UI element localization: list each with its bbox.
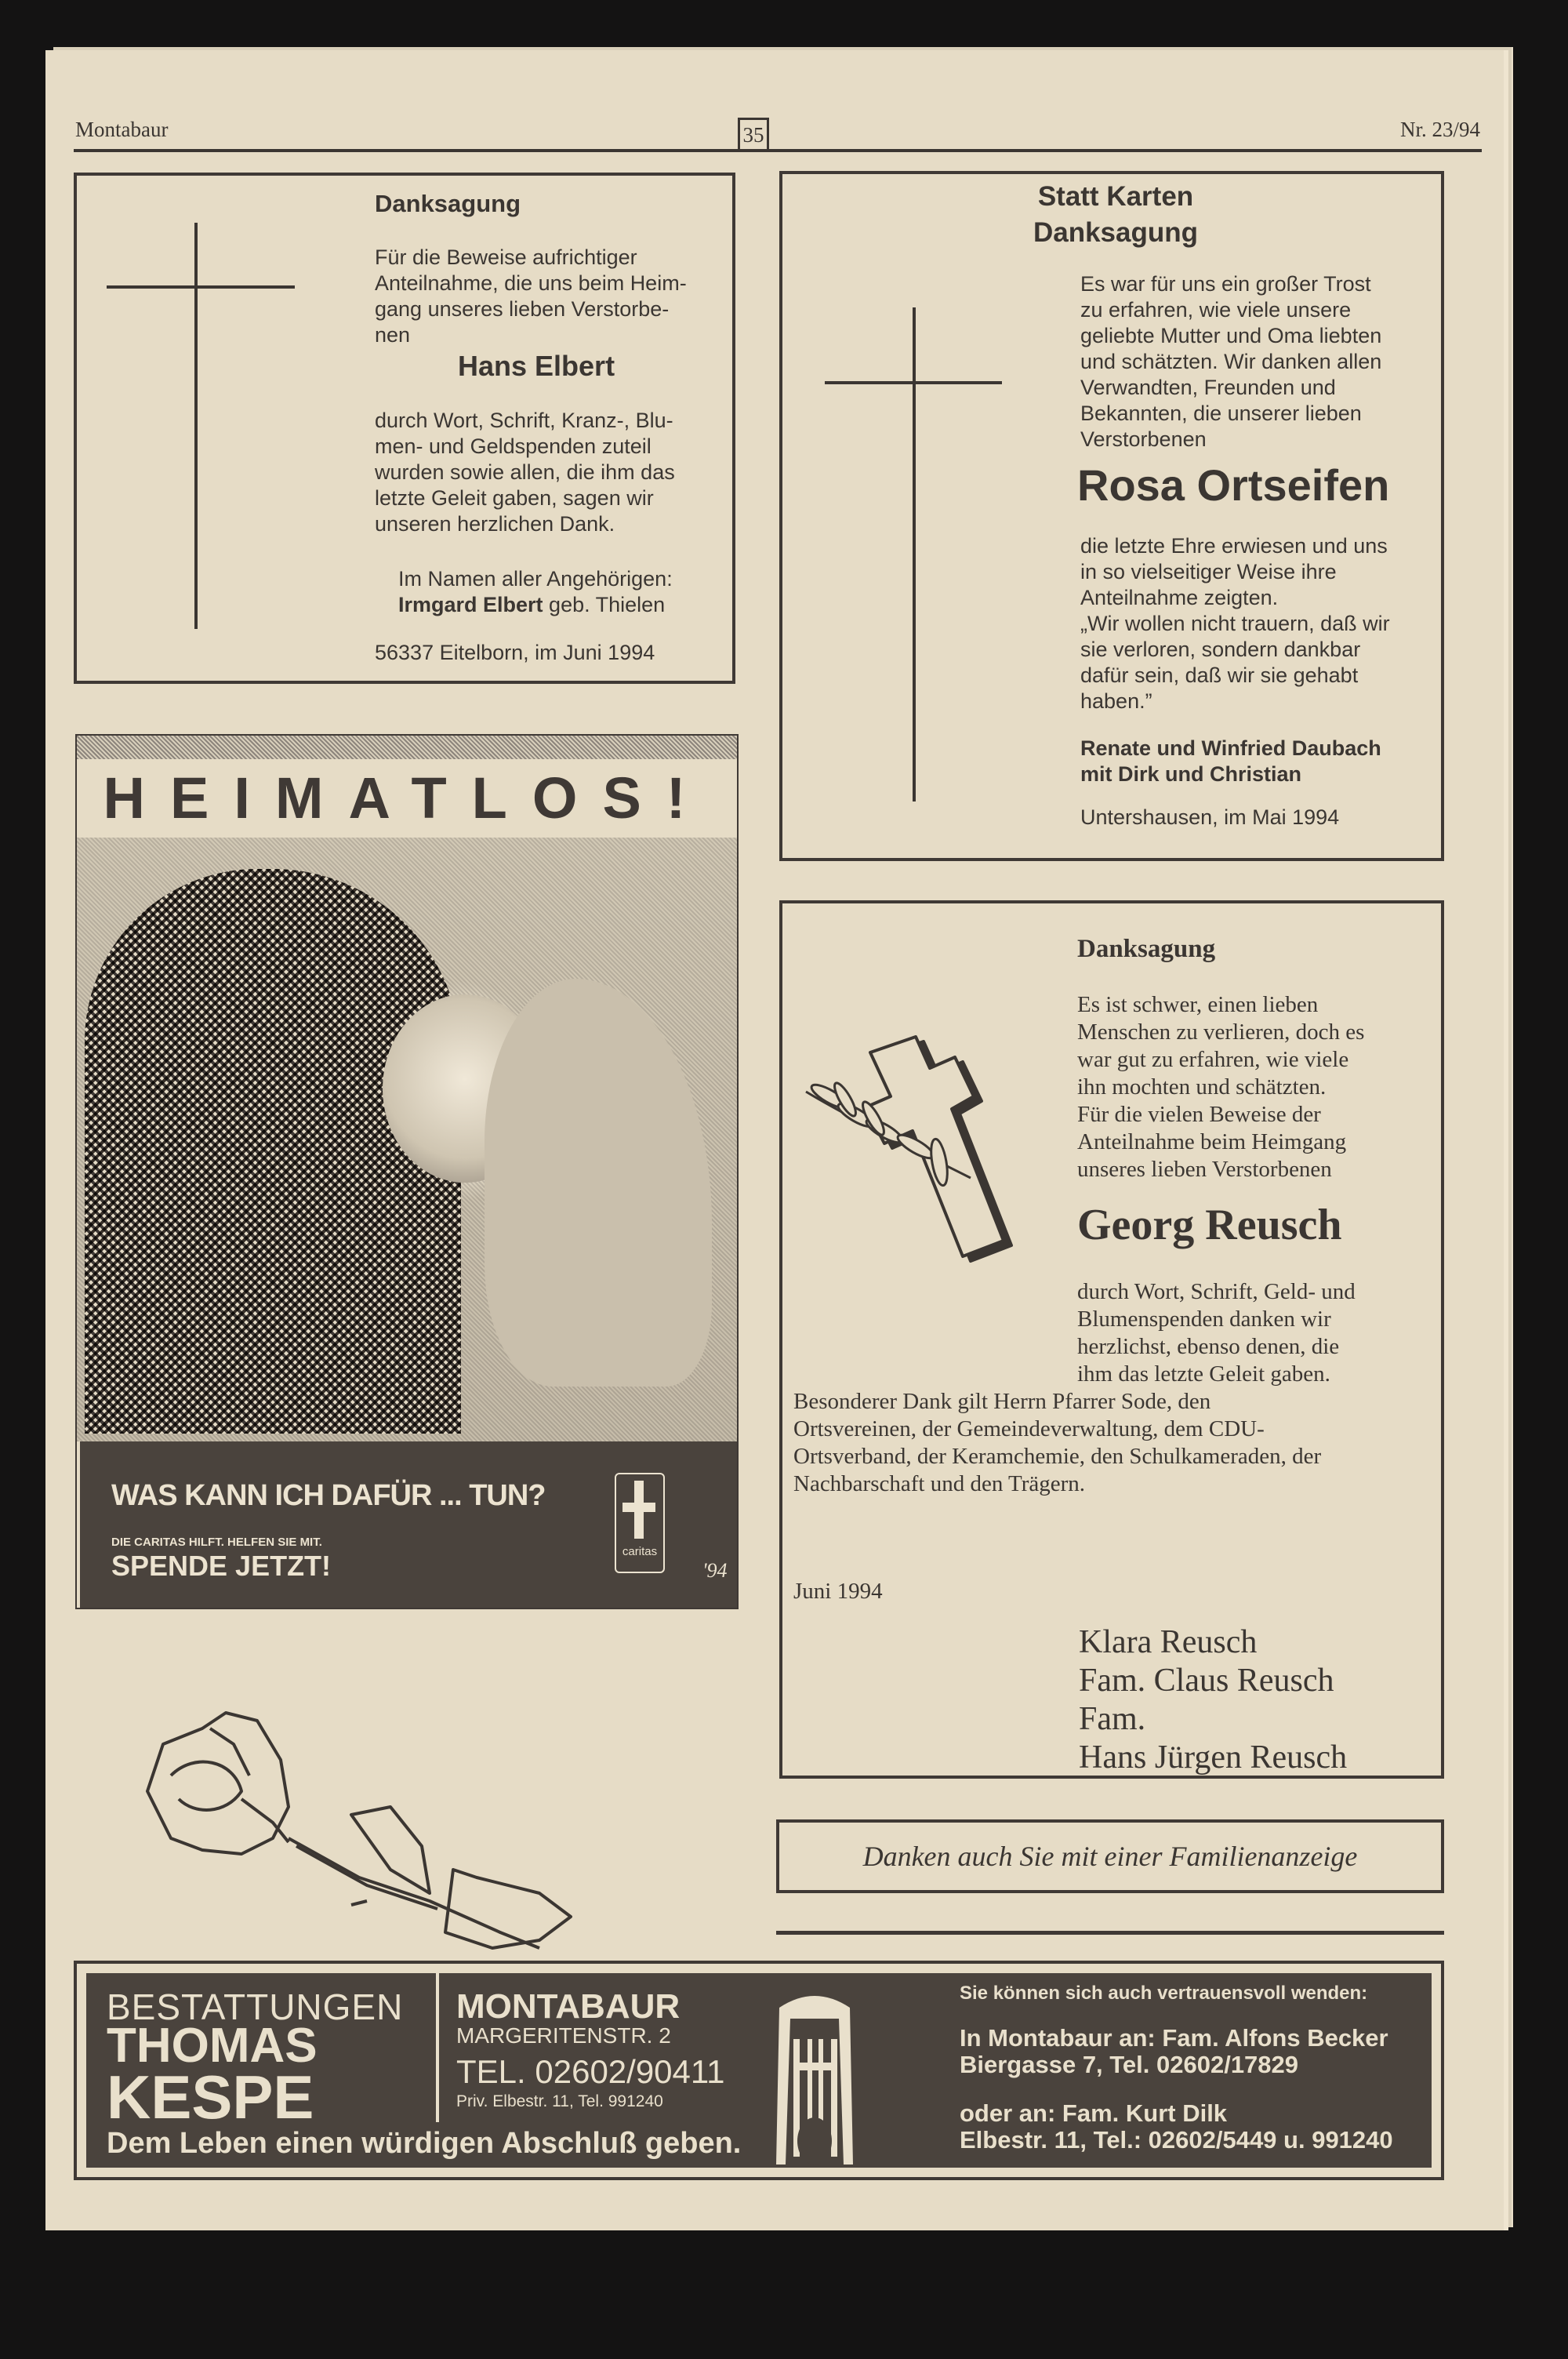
obituary-elbert	[74, 173, 735, 684]
text-line: oder an: Fam. Kurt Dilk	[960, 2099, 1228, 2127]
text-line: Für die vielen Beweise der	[1077, 1102, 1321, 1127]
text-line: Fam.	[1079, 1701, 1146, 1737]
text-line: wurden sowie allen, die ihm das	[375, 460, 675, 484]
text-line: Anteilnahme beim Heimgang	[1077, 1129, 1347, 1154]
contact-becker	[960, 2025, 1388, 2078]
text-line: durch Wort, Schrift, Kranz-, Blu-	[375, 409, 673, 432]
text-line: „Wir wollen nicht trauern, daß wir	[1080, 612, 1390, 635]
text-line: Verwandten, Freunden und	[1080, 376, 1336, 399]
elbert-signature	[398, 566, 673, 618]
promo-box	[776, 1819, 1444, 1893]
text-line: sie verloren, sondern dankbar	[1080, 638, 1361, 661]
text-line: die letzte Ehre erwiesen und uns	[1080, 534, 1388, 558]
obituary-ortseifen	[779, 171, 1444, 861]
text-line: Menschen zu verlieren, doch es	[1077, 1020, 1365, 1045]
kespe-line-2: THOMAS	[107, 2019, 318, 2073]
text-line: letzte Geleit gaben, sagen wir	[375, 486, 654, 510]
contact-dilk	[960, 2100, 1393, 2154]
text-line: Nachbarschaft und den Trägern.	[793, 1471, 1086, 1496]
text-line: war gut zu erfahren, wie viele	[1077, 1047, 1349, 1072]
text-line: Verstorbenen	[1080, 427, 1207, 451]
text-line: unseren herzlichen Dank.	[375, 512, 615, 536]
caritas-headline: HEIMATLOS!	[77, 759, 737, 838]
text-line: ihm das letzte Geleit gaben.	[1077, 1361, 1330, 1387]
elbert-place-date: 56337 Eitelborn, im Juni 1994	[375, 641, 655, 664]
text-line: men- und Geldspenden zuteil	[375, 434, 652, 458]
kespe-city: MONTABAUR	[456, 1987, 681, 2026]
text-line: Blumenspenden danken wir	[1077, 1307, 1331, 1332]
vertical-divider	[436, 1973, 439, 2122]
ortseifen-title	[1025, 179, 1206, 251]
text-line: gang unseres lieben Verstorbe-	[375, 297, 670, 321]
elbert-name: Hans Elbert	[458, 350, 615, 382]
kespe-street: MARGERITENSTR. 2	[456, 2023, 671, 2048]
cross-icon	[194, 223, 198, 629]
text-line: Für die Beweise aufrichtiger	[375, 245, 637, 269]
header-rule	[74, 149, 1482, 152]
text-line: mit Dirk und Christian	[1080, 762, 1302, 786]
header-location: Montabaur	[75, 118, 169, 141]
ortseifen-body	[1080, 533, 1390, 714]
obituary-reusch	[779, 900, 1444, 1779]
elbert-intro	[375, 245, 687, 348]
kespe-line-1: BESTATTUNGEN	[107, 1986, 404, 2027]
text-line: herzlichst, ebenso denen, die	[1077, 1334, 1340, 1359]
reusch-date: Juni 1994	[793, 1579, 883, 1604]
promo-text: Danken auch Sie mit einer Familienanzeige	[862, 1841, 1358, 1872]
funeral-service-ad	[74, 1961, 1444, 2180]
text-line: geliebte Mutter und Oma liebten	[1080, 324, 1382, 347]
elbert-title: Danksagung	[375, 190, 521, 217]
ortseifen-place-date: Untershausen, im Mai 1994	[1080, 805, 1340, 829]
chapel-icon	[771, 1984, 858, 2165]
title-line: Statt Karten	[1037, 181, 1194, 212]
page-number: 35	[738, 118, 769, 149]
text-line: Es war für uns ein großer Trost	[1080, 272, 1371, 296]
text-line: zu erfahren, wie viele unsere	[1080, 298, 1352, 322]
text-line: haben.”	[1080, 689, 1152, 713]
signature-name: Irmgard Elbert	[398, 593, 543, 616]
caritas-slogan: WAS KANN ICH DAFÜR ... TUN?	[111, 1479, 546, 1512]
cross-with-palm-icon	[798, 1021, 1033, 1280]
text-line: Ortsvereinen, der Gemeindeverwaltung, dem CDU-	[793, 1416, 1265, 1441]
hatch-band	[77, 736, 737, 759]
reusch-intro	[1077, 991, 1364, 1183]
contact-intro: Sie können sich auch vertrauensvoll wenden:	[960, 1983, 1368, 2004]
title-line: Danksagung	[1033, 217, 1199, 248]
caritas-logo-text: caritas	[622, 1545, 658, 1558]
reusch-name: Georg Reusch	[1077, 1201, 1342, 1249]
text-line: Anteilnahme zeigten.	[1080, 586, 1279, 609]
text-line: Renate und Winfried Daubach	[1080, 736, 1381, 760]
page-edge	[1504, 47, 1513, 2227]
cross-icon-bar	[825, 381, 1002, 384]
reusch-special-thanks	[793, 1388, 1321, 1498]
kespe-private: Priv. Elbestr. 11, Tel. 991240	[456, 2092, 663, 2110]
text-line: ihn mochten und schätzten.	[1077, 1074, 1327, 1100]
caritas-subline: DIE CARITAS HILFT. HELFEN SIE MIT.	[111, 1536, 322, 1549]
ortseifen-signature	[1080, 736, 1381, 787]
signature-prefix: Im Namen aller Angehörigen:	[398, 567, 673, 591]
text-line: Bekannten, die unserer lieben	[1080, 402, 1362, 425]
text-line: In Montabaur an: Fam. Alfons Becker	[960, 2024, 1388, 2052]
kespe-phone: TEL. 02602/90411	[456, 2053, 725, 2090]
funeral-panel	[86, 1973, 1432, 2168]
ortseifen-intro	[1080, 271, 1381, 453]
divider	[776, 1931, 1444, 1935]
caritas-logo	[615, 1473, 665, 1573]
text-line: Ortsverband, der Keramchemie, den Schulkameraden, der	[793, 1444, 1322, 1469]
rose-illustration	[132, 1697, 728, 1964]
caritas-cta: SPENDE JETZT!	[111, 1550, 332, 1582]
text-line: Klara Reusch	[1079, 1624, 1258, 1660]
caritas-ad	[75, 734, 739, 1609]
newspaper-page	[45, 50, 1504, 2230]
text-line: in so vielseitiger Weise ihre	[1080, 560, 1337, 583]
text-line: Biergasse 7, Tel. 02602/17829	[960, 2051, 1299, 2078]
text-line: Besonderer Dank gilt Herrn Pfarrer Sode, den	[793, 1389, 1211, 1414]
year-mark: '94	[702, 1559, 728, 1582]
reusch-body	[1077, 1278, 1356, 1388]
caritas-panel	[80, 1441, 737, 1608]
reusch-title: Danksagung	[1077, 935, 1216, 963]
text-line: Hans Jürgen Reusch	[1079, 1739, 1348, 1776]
text-line: Fam. Claus Reusch	[1079, 1663, 1334, 1699]
reusch-signatures	[1079, 1623, 1347, 1777]
text-line: unseres lieben Verstorbenen	[1077, 1157, 1332, 1182]
text-line: durch Wort, Schrift, Geld- und	[1077, 1279, 1356, 1304]
mother-child-photo	[77, 838, 737, 1441]
text-line: Elbestr. 11, Tel.: 02602/5449 u. 991240	[960, 2126, 1393, 2154]
text-line: und schätzten. Wir danken allen	[1080, 350, 1382, 373]
kespe-tagline: Dem Leben einen würdigen Abschluß geben.	[107, 2127, 742, 2160]
kespe-line-3: KESPE	[107, 2063, 314, 2132]
elbert-body	[375, 408, 675, 537]
caritas-cross-bar	[622, 1503, 655, 1512]
text-line: Anteilnahme, die uns beim Heim-	[375, 271, 687, 295]
issue-number: Nr. 23/94	[1399, 118, 1480, 141]
cross-icon-bar	[107, 285, 295, 289]
text-line: Es ist schwer, einen lieben	[1077, 992, 1319, 1017]
signature-suffix: geb. Thielen	[543, 593, 666, 616]
ortseifen-name: Rosa Ortseifen	[1077, 460, 1390, 510]
text-line: nen	[375, 323, 411, 347]
text-line: dafür sein, daß wir sie gehabt	[1080, 663, 1359, 687]
